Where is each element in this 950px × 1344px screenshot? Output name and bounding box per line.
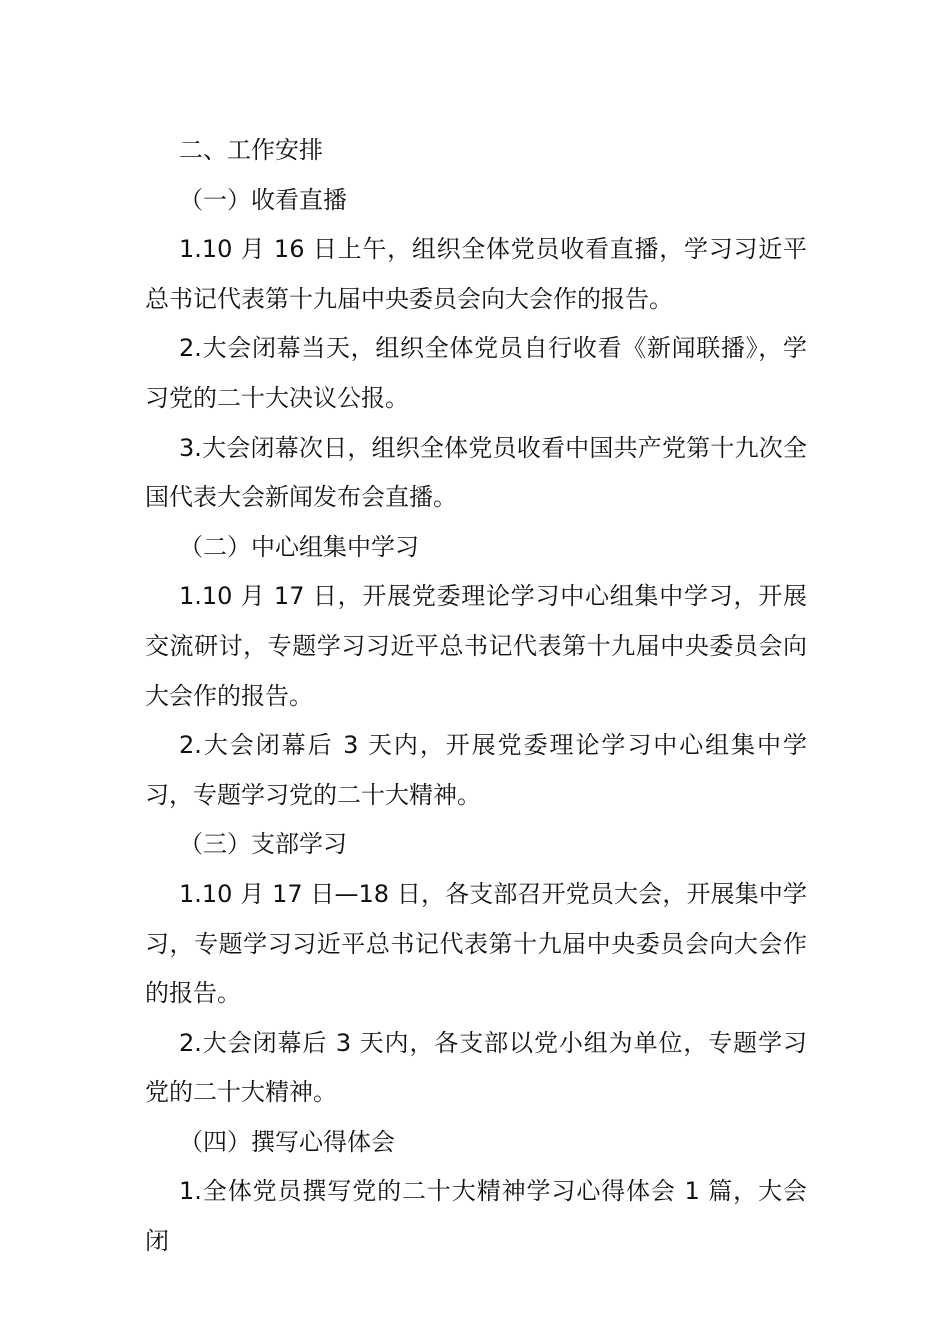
subheading-watch-live: （一）收看直播 — [179, 185, 347, 214]
paragraph-watch-live-2: 2.大会闭幕当天，组织全体党员自行收看《新闻联播》，学习党的二十大决议公报。 — [145, 334, 807, 412]
paragraph-write-reflections-1: 1.全体党员撰写党的二十大精神学习心得体会 1 篇，大会闭 — [145, 1177, 807, 1256]
paragraph-central-group-2: 2.大会闭幕后 3 天内，开展党委理论学习中心组集中学习，专题学习党的二十大精神。 — [145, 731, 807, 809]
paragraph-watch-live-1: 1.10 月 16 日上午，组织全体党员收看直播，学习习近平总书记代表第十九届中央委员会向大会作的报告。 — [145, 235, 807, 313]
document-body — [145, 126, 807, 1267]
subheading-write-reflections: （四）撰写心得体会 — [179, 1127, 395, 1156]
section-heading-work-arrangement: 二、工作安排 — [179, 136, 323, 164]
paragraph-branch-study-2: 2.大会闭幕后 3 天内，各支部以党小组为单位，专题学习党的二十大精神。 — [145, 1028, 807, 1107]
paragraph-central-group-1: 1.10 月 17 日，开展党委理论学习中心组集中学习，开展交流研讨，专题学习习近平总书记代表第十九届中央委员会向大会作的报告。 — [145, 582, 807, 710]
subheading-central-group-study: （二）中心组集中学习 — [179, 532, 419, 561]
paragraph-watch-live-3: 3.大会闭幕次日，组织全体党员收看中国共产党第十九次全国代表大会新闻发布会直播。 — [145, 433, 807, 512]
subheading-branch-study: （三）支部学习 — [179, 830, 347, 859]
paragraph-branch-study-1: 1.10 月 17 日—18 日，各支部召开党员大会，开展集中学习，专题学习习近平总书记代表第十九届中央委员会向大会作的报告。 — [145, 879, 807, 1008]
